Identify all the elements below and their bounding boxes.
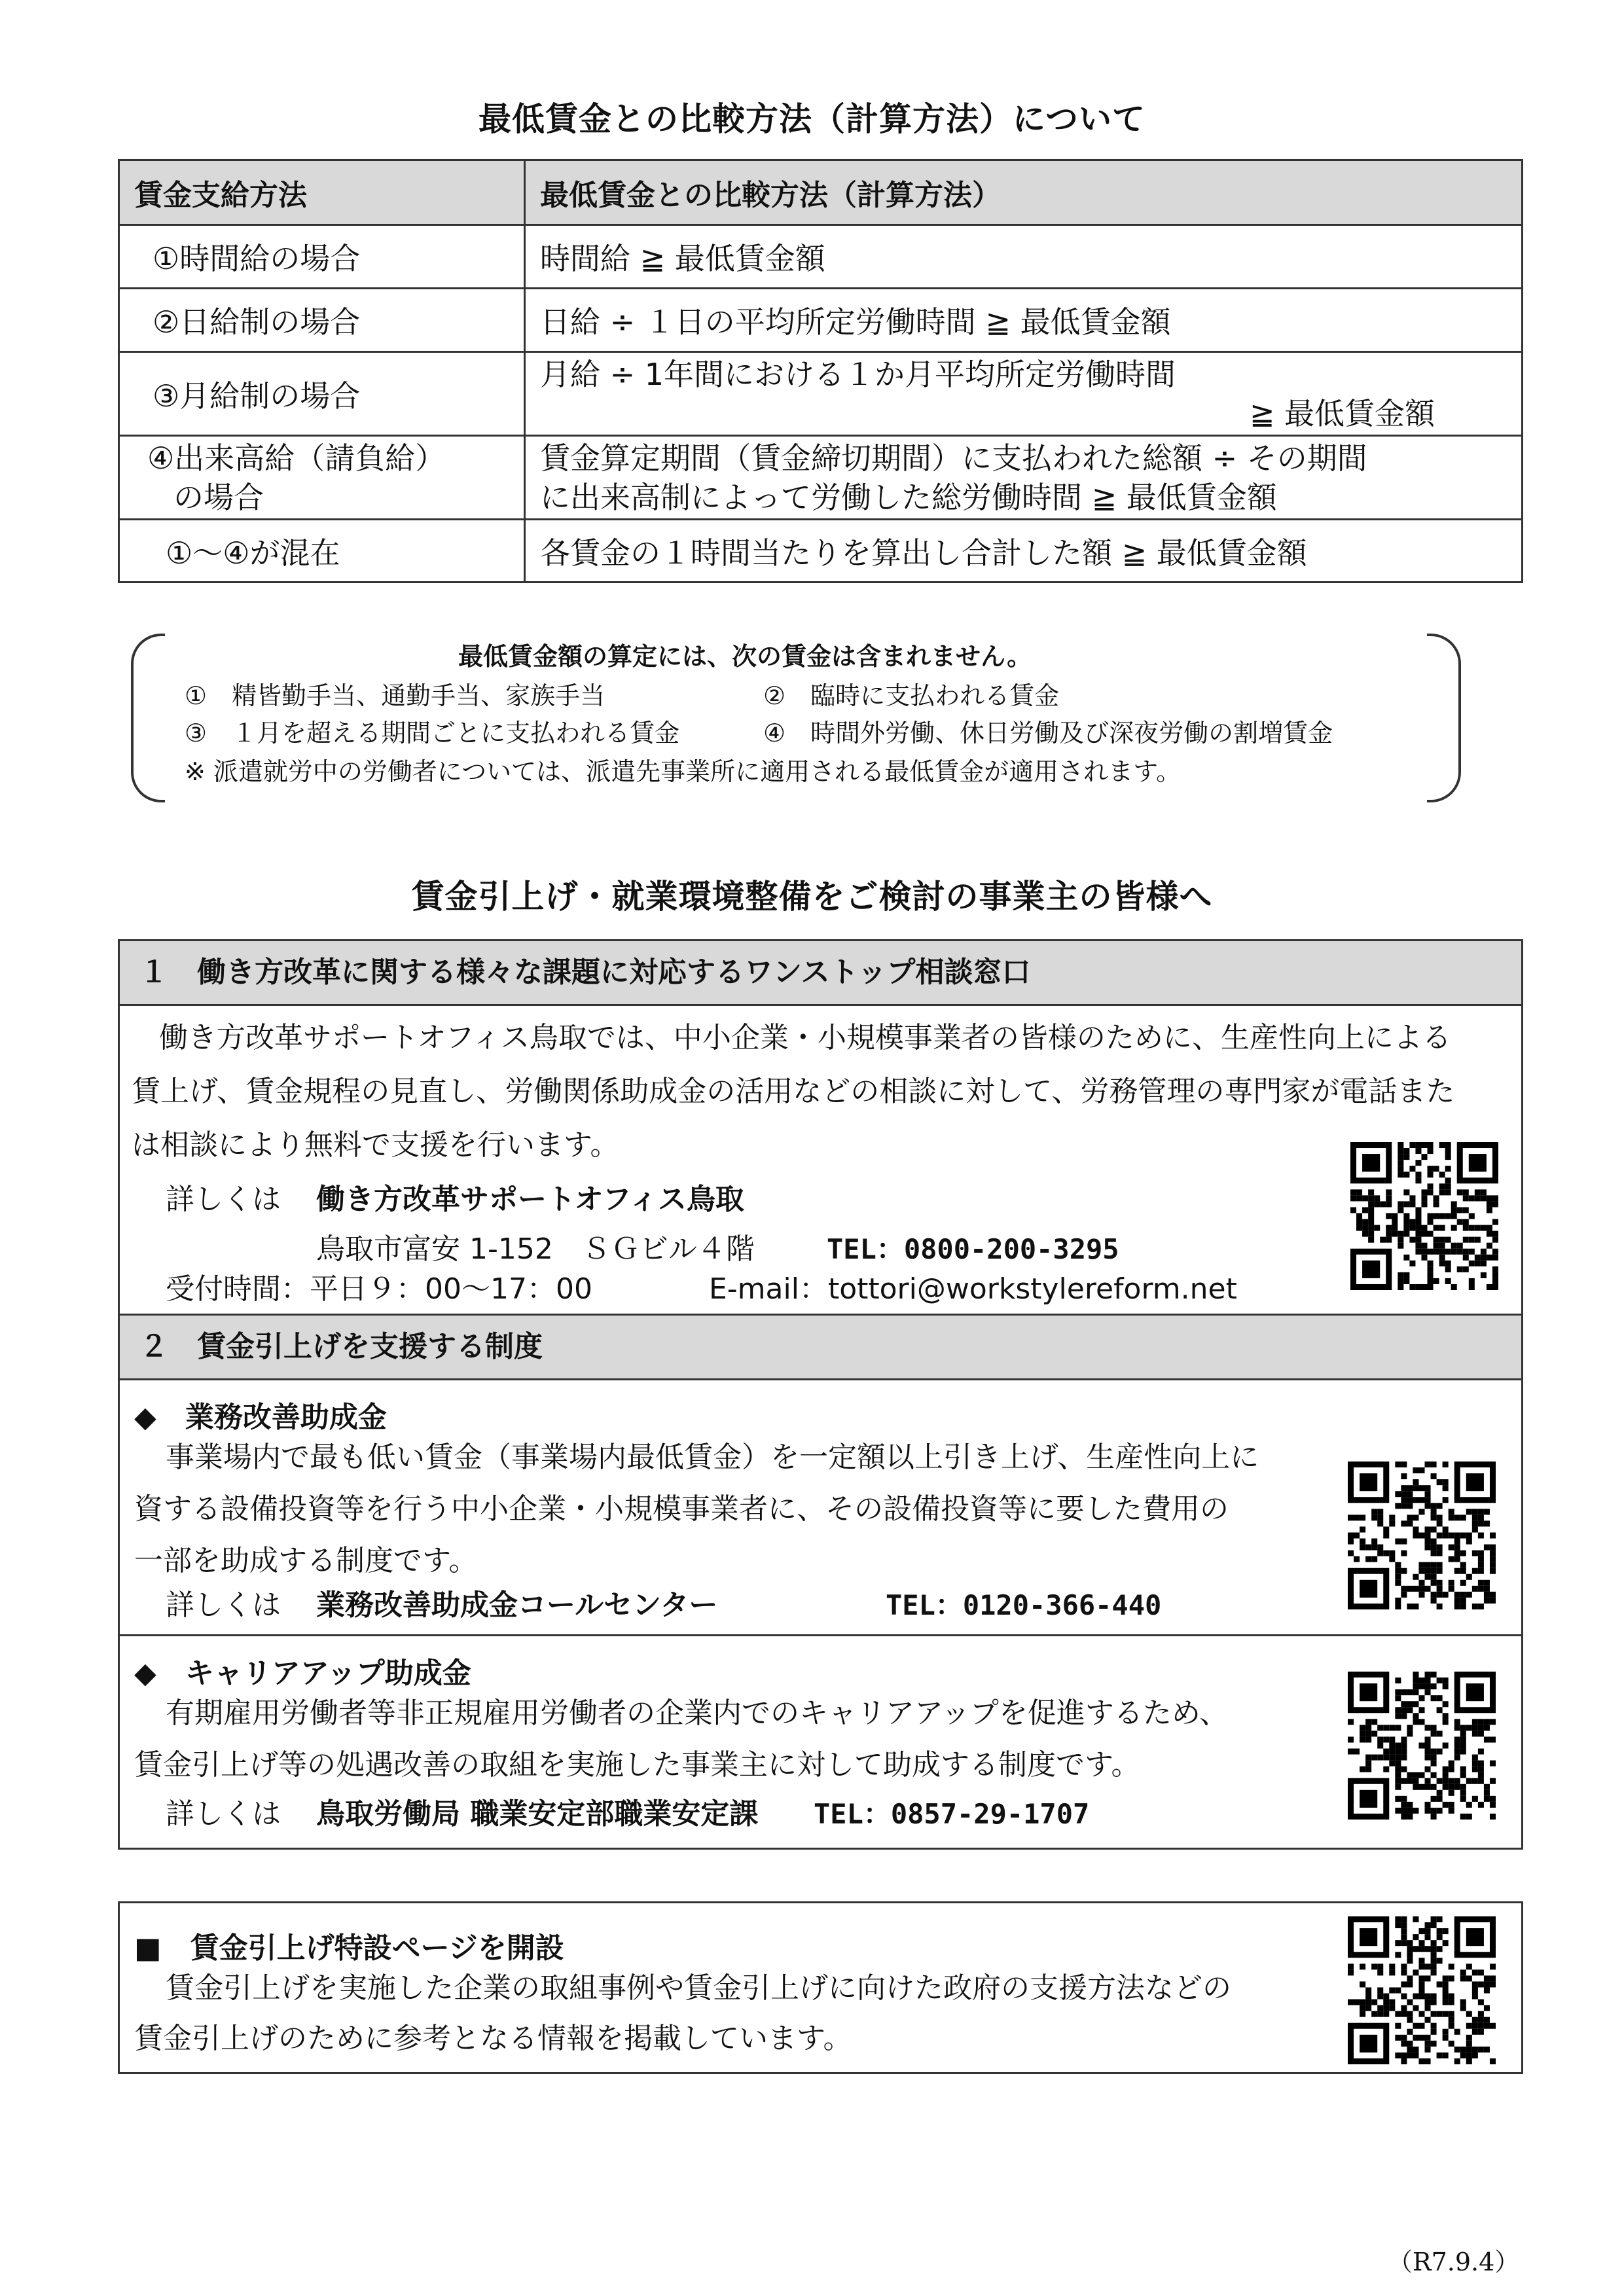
grant2-title: ◆ キャリアアップ助成金 — [134, 1657, 471, 1690]
note-item: ① 精皆勤手当、通勤手当、家族手当 — [185, 681, 605, 710]
grant1-title: ◆ 業務改善助成金 — [134, 1401, 387, 1434]
table-cell-line: 賃金算定期間（賃金締切期間）に支払われた総額 ÷ その期間 — [540, 440, 1367, 476]
special-line: 賃金引上げを実施した企業の取組事例や賃金引上げに向けた政府の支援方法などの — [166, 1971, 1231, 2005]
section-title: 賃金引上げ・就業環境整備をご検討の事業主の皆様へ — [411, 878, 1213, 916]
section1-body — [120, 1006, 1521, 1316]
note-remark: ※ 派遣就労中の労働者については、派遣先事業所に適用される最低賃金が適用されます。 — [185, 757, 1182, 786]
comparison-table — [118, 159, 1523, 583]
table-header: 賃金支給方法 — [119, 160, 525, 225]
support-box — [118, 939, 1523, 1850]
table-cell-line: ④出来高給（請負給） — [147, 440, 446, 476]
note-title: 最低賃金額の算定には、次の賃金は含まれません。 — [458, 642, 1032, 671]
table-row — [119, 352, 1523, 436]
office-tel: TEL：0800-200-3295 — [827, 1233, 1119, 1265]
section1-line: は相談により無料で支援を行います。 — [132, 1128, 619, 1162]
grant1-tel: TEL：0120-366-440 — [886, 1589, 1162, 1621]
section1-header: １ 働き方改革に関する様々な課題に対応するワンストップ相談窓口 — [120, 941, 1521, 1006]
grant2-section — [120, 1636, 1521, 1848]
office-name: 働き方改革サポートオフィス鳥取 — [316, 1183, 744, 1216]
grant1-line: 資する設備投資等を行う中小企業・小規模事業者に、その設備投資等に要した費用の — [134, 1492, 1229, 1526]
left-bracket — [131, 634, 165, 802]
office-address: 鳥取市富安 1-152 ＳＧビル４階 — [316, 1232, 755, 1266]
note-item: ④ 時間外労働、休日労働及び深夜労働の割増賃金 — [763, 719, 1333, 747]
table-row — [119, 520, 1523, 583]
office-email: E-mail：tottori@workstylereform.net — [709, 1272, 1237, 1306]
grant2-contact: 鳥取労働局 職業安定部職業安定課 — [316, 1797, 759, 1831]
special-page-box — [118, 1901, 1523, 2074]
section1-line: 賃上げ、賃金規程の見直し、労働関係助成金の活用などの相談に対して、労務管理の専門家が電話また — [132, 1075, 1455, 1108]
special-title: ■ 賃金引上げ特設ページを開設 — [134, 1931, 564, 1965]
revision-date: （R7.9.4） — [1388, 2248, 1520, 2276]
office-hours: 受付時間：平日９：00～17：00 — [166, 1272, 592, 1306]
grant2-line: 賃金引上げ等の処遇改善の取組を実施した事業主に対して助成する制度です。 — [134, 1748, 1140, 1782]
section1-line: 働き方改革サポートオフィス鳥取では、中小企業・小規模事業者の皆様のために、生産性向上による — [159, 1021, 1451, 1054]
special-line: 賃金引上げのために参考となる情報を掲載しています。 — [134, 2022, 852, 2055]
grant1-contact: 業務改善助成金コールセンター — [316, 1588, 718, 1622]
table-cell-line: ≧ 最低賃金額 — [1249, 395, 1435, 431]
table-cell: ②日給制の場合 — [119, 289, 525, 352]
table-cell: 各賃金の１時間当たりを算出し合計した額 ≧ 最低賃金額 — [525, 520, 1523, 583]
qr-code-icon — [1350, 1142, 1498, 1290]
details-label: 詳しくは — [166, 1183, 281, 1216]
table-row — [119, 436, 1523, 520]
table-header-row — [119, 160, 1523, 225]
table-cell: 時間給 ≧ 最低賃金額 — [525, 225, 1523, 289]
right-bracket — [1427, 634, 1461, 802]
section2-header: ２ 賃金引上げを支援する制度 — [120, 1316, 1521, 1380]
table-cell-line: に出来高制によって労働した総労働時間 ≧ 最低賃金額 — [540, 479, 1277, 515]
table-header: 最低賃金との比較方法（計算方法） — [525, 160, 1523, 225]
table-cell-line: 月給 ÷ 1年間における１か月平均所定労働時間 — [540, 356, 1176, 392]
table-cell: ①～④が混在 — [119, 520, 525, 583]
note-item: ② 臨時に支払われる賃金 — [763, 681, 1060, 710]
table-cell: 日給 ÷ １日の平均所定労働時間 ≧ 最低賃金額 — [525, 289, 1523, 352]
section1-description — [120, 1006, 1521, 1172]
table-cell: ③月給制の場合 — [119, 352, 525, 436]
table-row — [119, 289, 1523, 352]
table-cell-line: の場合 — [173, 479, 264, 515]
qr-code-icon — [1348, 1462, 1496, 1609]
grant1-line: 事業場内で最も低い賃金（事業場内最低賃金）を一定額以上引き上げ、生産性向上に — [166, 1441, 1259, 1474]
grant2-line: 有期雇用労働者等非正規雇用労働者の企業内でのキャリアアップを促進するため、 — [166, 1696, 1229, 1730]
qr-code-icon — [1348, 1672, 1496, 1820]
grant1-section — [120, 1380, 1521, 1636]
details-label: 詳しくは — [166, 1797, 281, 1831]
table-cell: ①時間給の場合 — [119, 225, 525, 289]
grant2-tel: TEL：0857-29-1707 — [814, 1798, 1090, 1830]
note-item: ③ １月を超える期間ごとに支払われる賃金 — [185, 719, 680, 747]
grant1-line: 一部を助成する制度です。 — [134, 1544, 478, 1577]
details-label: 詳しくは — [166, 1588, 281, 1622]
table-cell — [119, 436, 525, 520]
page-title: 最低賃金との比較方法（計算方法）について — [478, 100, 1146, 138]
table-cell — [525, 436, 1523, 520]
table-cell — [525, 352, 1523, 436]
table-row — [119, 225, 1523, 289]
qr-code-icon — [1348, 1916, 1496, 2064]
